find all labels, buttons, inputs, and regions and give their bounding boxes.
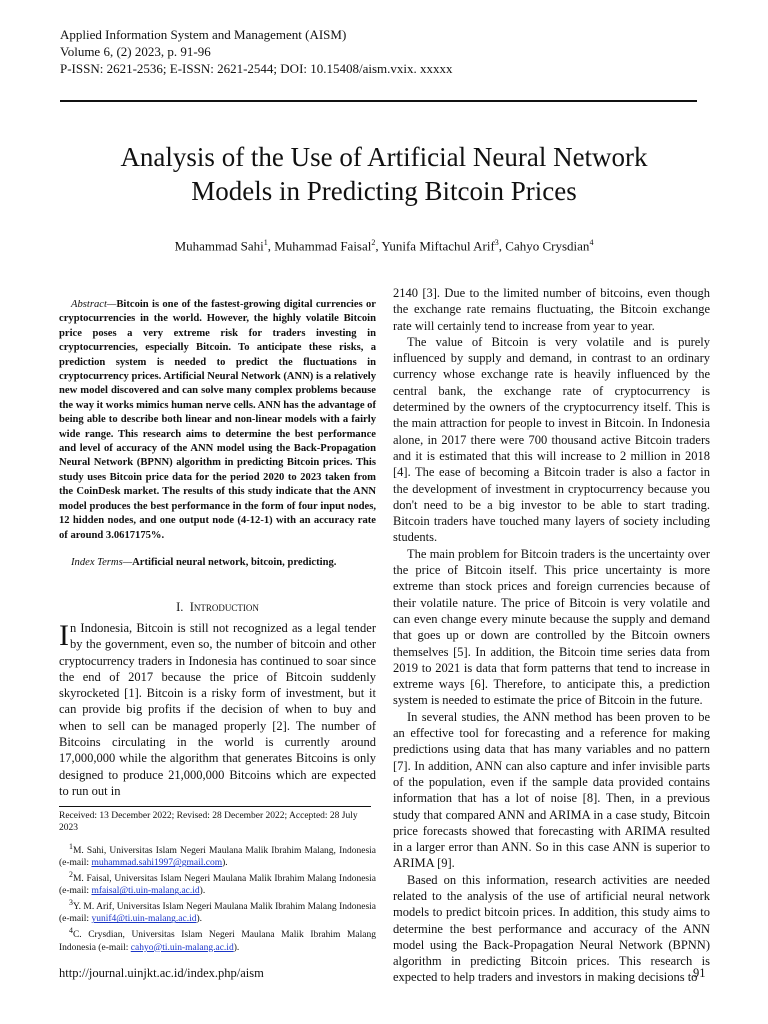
right-column-text [393, 285, 710, 986]
received-dates: Received: 13 December 2022; Revised: 28 December 2022; Accepted: 28 July 2023 [59, 811, 358, 833]
affiliation-end: ). [199, 886, 206, 897]
title-line-2: Models in Predicting Bitcoin Prices [191, 176, 577, 206]
author-affiliations [59, 841, 376, 954]
author-separator: , [375, 238, 382, 254]
affiliation-item [59, 925, 376, 953]
affiliation-text: M. Sahi, Universitas Islam Negeri Maulana Malik Ibrahim Malang, Indonesia (e-mail: [59, 846, 376, 869]
body-paragraph: The value of Bitcoin is very volatile and is purely influenced by supply and demand, in contrast to an ordinary currency whose exchange rate is heavily influenced by the central bank, the exchange rate of cryptocurrency is determined by the owners of the cryptocurrency itself. This is the main attraction for people to invest in Bitcoin. In Indonesia alone, in 2017 there were 700 thousand active Bitcoin traders and it is estimated that this will increase to 2 million in 2018 [4]. The ease of becoming a Bitcoin trader is also a factor in the development of investment in cryptocurrency because you don't need to be a big investor to be able to start trading. Bitcoin traders have touched many layers of society including students. [393, 334, 710, 545]
section-title: Introduction [189, 600, 259, 614]
affiliation-text: Y. M. Arif, Universitas Islam Negeri Maulana Malik Ibrahim Malang Indonesia (e-mail: [59, 902, 376, 925]
body-paragraph: The main problem for Bitcoin traders is the uncertainty over the price of Bitcoin itself. This price uncertainty is more extreme than stock prices and foreign currencies because of their volatile nature. The price of Bitcoin is very volatile and can even change every minute because the supply and demand that goes up or down are controlled by the Bitcoin owners themselves [5]. In addition, the Bitcoin time series data from 2019 to 2021 is data that form patterns that tend to increase in extreme ways [6]. Therefore, to anticipate this, a prediction system is needed to estimate the price of Bitcoin in the future. [393, 546, 710, 708]
introduction-text [59, 620, 376, 799]
author-name: Muhammad Sahi [174, 238, 264, 254]
author-name: Muhammad Faisal [274, 238, 372, 254]
affiliation-end: ). [196, 914, 203, 925]
index-terms [59, 556, 376, 570]
title-line-1: Analysis of the Use of Artificial Neural Network [120, 142, 648, 172]
email-link[interactable]: cahyo@ti.uin-malang.ac.id [130, 942, 234, 953]
affiliation-end: ). [222, 858, 228, 869]
journal-name: Applied Information System and Management (AISM) [60, 27, 347, 42]
email-link[interactable]: mfaisal@ti.uin-malang.ac.id [91, 886, 200, 897]
index-terms-label: Index Terms [71, 557, 123, 568]
affiliation-item [59, 897, 376, 925]
drop-cap: I [59, 619, 69, 652]
affiliation-sup: 4 [69, 926, 73, 936]
affiliation-text: M. Faisal, Universitas Islam Negeri Maulana Malik Ibrahim Malang Indonesia (e-mail: [59, 874, 376, 897]
body-paragraph: Based on this information, research activities are needed related to the analysis of the use of artificial neural network models to predict bitcoin prices. In addition, this study aims to determine the best performance and accuracy of the ANN model using the Back-Propagation Neural Network (BPNN) algorithm in predicting Bitcoin prices. This research is expected to help traders and investors in making decisions to [393, 872, 710, 985]
abstract-text: Bitcoin is one of the fastest-growing digital currencies or cryptocurrencies in the world. However, the highly volatile Bitcoin price poses a very extreme risk for traders investing in cryptocurrencies, especially Bitcoin. To anticipate these risks, a prediction system is needed to predict the fluctuations in cryptocurrency prices. Artificial Neural Network (ANN) is a relatively new model discovered and can solve many complex problems because the way it works mimics human nerve cells. ANN has the advantage of being able to describe both linear and non-linear models with a fairly wide range. This research aims to determine the best performance and level of accuracy of the ANN model using the Back-Propagation Neural Network (BPNN) algorithm in predicting Bitcoin prices. This study uses Bitcoin price data for the period 2020 to 2023 taken from the CoinDesk market. The results of this study indicate that the ANN model produces the best performance in the form of four input nodes, 12 hidden nodes, and one output node (4-12-1) with an accuracy rate of around 3.0617175%. [59, 299, 376, 541]
abstract-label: Abstract [71, 299, 107, 310]
intro-paragraph: n Indonesia, Bitcoin is still not recognized as a legal tender by the government, even so, the number of bitcoin and other cryptocurrency traders in Indonesia has continued to soar since the end of 2017 because the price of Bitcoin suddenly skyrocketed [1]. Bitcoin is a risky form of investment, but it can provide big profits if the decision of when to buy and when to sell can be managed properly [2]. The number of Bitcoins circulating in the world is currently around 17,000,000 while the algorithm that generates Bitcoins is only designed to produce 21,000,000 Bitcoins which are expected to run out in [59, 621, 376, 798]
author-name: Cahyo Crysdian [505, 238, 590, 254]
author-list [60, 234, 708, 254]
author-sup: 1 [263, 238, 268, 247]
section-heading-introduction [59, 600, 376, 615]
abstract-dash: — [106, 299, 117, 310]
author-sup: 3 [494, 238, 499, 247]
affiliation-sup: 1 [69, 842, 73, 851]
header-rule [60, 100, 697, 102]
journal-issn: P-ISSN: 2621-2536; E-ISSN: 2621-2544; DOI: 10.15408/aism.vxix. xxxxx [60, 61, 453, 76]
author-separator: , [267, 238, 275, 254]
body-paragraph: 2140 [3]. Due to the limited number of bitcoins, even though the exchange rate remains fluctuating, the Bitcoin exchange rate will certainly tend to increase from year to year. [393, 286, 710, 333]
email-link[interactable]: yunif4@ti.uin-malang.ac.id [91, 914, 197, 925]
author-separator: , [498, 238, 506, 254]
section-number: I. [176, 600, 184, 614]
footnote-rule [59, 806, 371, 807]
footer-url[interactable]: http://journal.uinjkt.ac.id/index.php/aism [59, 966, 264, 980]
abstract [59, 298, 376, 543]
email-link[interactable]: muhammad.sahi1997@gmail.com [91, 858, 223, 869]
paper-title [60, 140, 708, 208]
affiliation-end: ). [233, 942, 240, 953]
affiliation-sup: 3 [69, 898, 73, 908]
index-terms-text: Artificial neural network, bitcoin, predicting. [132, 557, 337, 568]
affiliation-item [59, 869, 376, 897]
index-terms-dash: — [122, 557, 133, 568]
affiliation-item [59, 841, 376, 869]
affiliation-sup: 2 [69, 870, 73, 880]
page-number: 91 [693, 966, 706, 980]
journal-volume: Volume 6, (2) 2023, p. 91-96 [60, 44, 211, 59]
author-sup: 2 [371, 238, 376, 247]
body-paragraph: In several studies, the ANN method has been proven to be an effective tool for forecasting and a reference for making predictions using data that has many variables and no pattern [7]. In addition, ANN can also capture and infer invisible parts of the population, even if the sample data provided contains information that has a lot of noise [8]. Then, in a previous study that compared ANN and ARIMA in a case study, Bitcoin price forecasts showed that forecasting with ARIMA resulted in a larger error than ANN. So in this case ANN is superior to ARIMA [9]. [393, 709, 710, 871]
author-name: Yunifa Miftachul Arif [381, 238, 495, 254]
affiliation-text: C. Crysdian, Universitas Islam Negeri Maulana Malik Ibrahim Malang Indonesia (e-mail: [59, 930, 376, 953]
author-sup: 4 [589, 238, 594, 247]
journal-header [60, 26, 453, 77]
